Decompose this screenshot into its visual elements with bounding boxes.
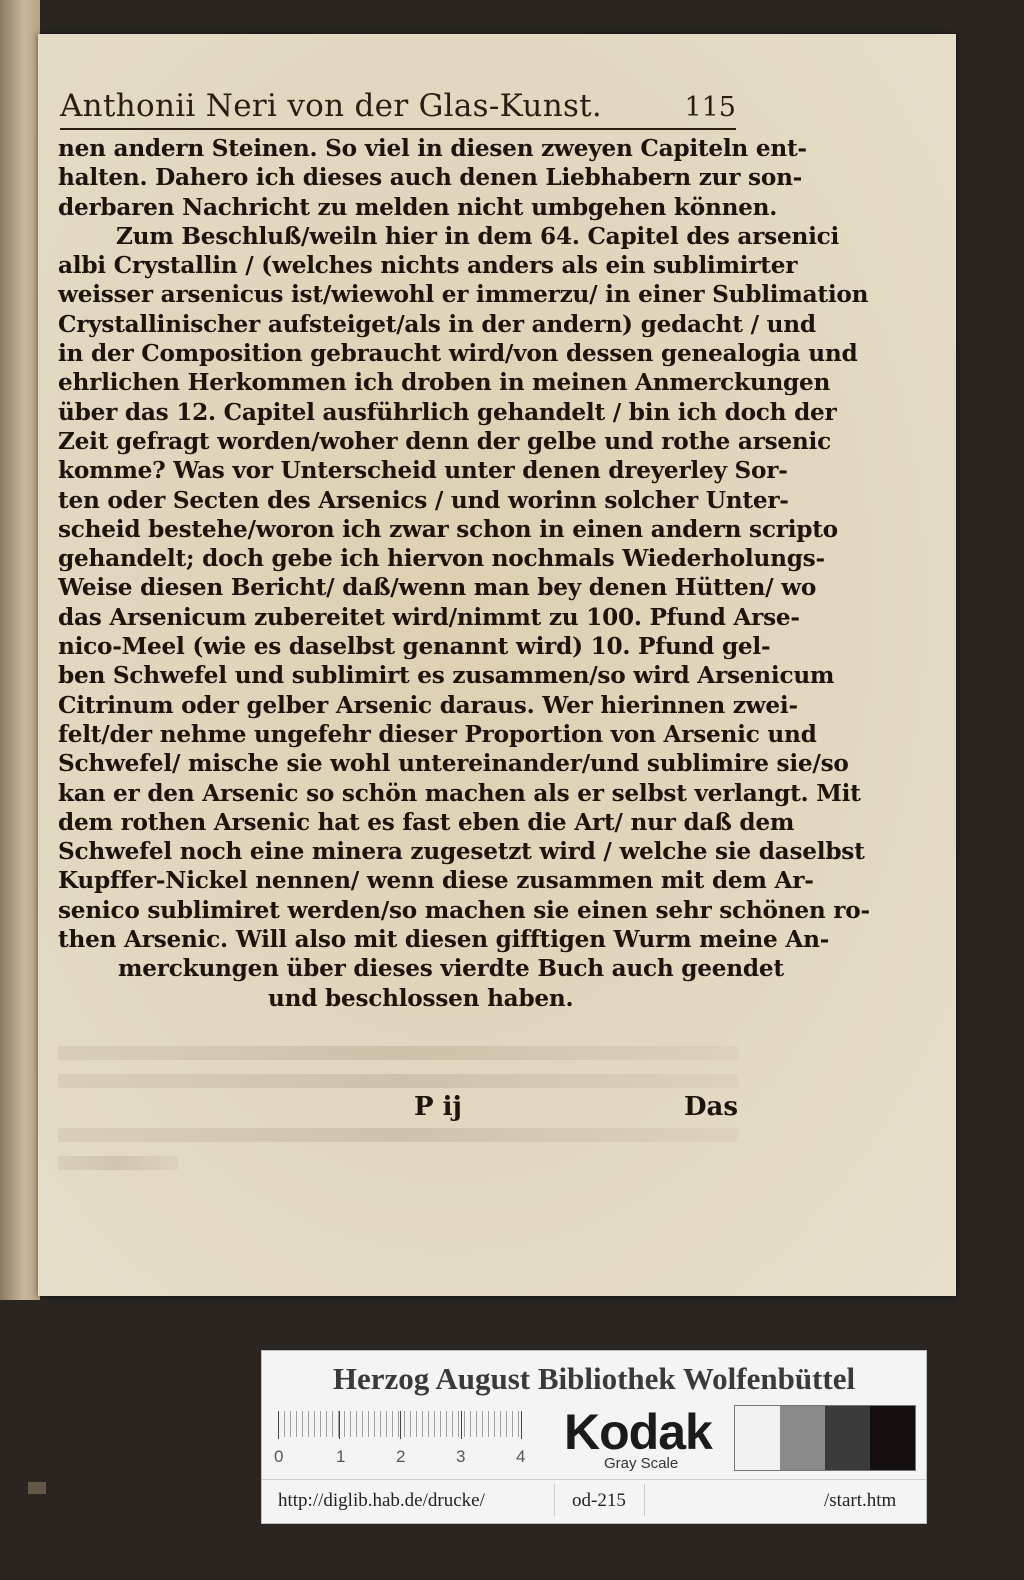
divider [554,1484,555,1516]
page-number: 115 [684,92,736,123]
gray-patch-black [870,1406,915,1470]
ruler-number: 0 [274,1447,284,1466]
url-prefix: http://diglib.hab.de/drucke/ [278,1490,485,1511]
text-line: Schwefel noch eine minera zugesetzt wird / welche sie daselbst [58,838,865,866]
ruler-major-tick [278,1411,279,1439]
text-line: albi Crystallin / (welches nichts anders als ein sublimirter [58,252,798,280]
text-line: in der Composition gebraucht wird/von dessen genealogia und [58,340,858,368]
digital-library-url-row [262,1479,926,1520]
ruler-major-tick [461,1411,462,1439]
text-line: then Arsenic. Will also mit diesen gifftigen Wurm meine An- [58,926,830,954]
ruler-number: 1 [336,1447,346,1466]
ruler-number: 2 [396,1447,406,1466]
ruler-number: 3 [456,1447,466,1466]
show-through-ink [58,1074,738,1088]
text-line: Crystallinischer aufsteiget/als in der andern) gedacht / und [58,310,816,338]
signature-mark: P ij [414,1092,462,1122]
catchword: Das [683,1092,738,1122]
show-through-ink [58,1156,178,1170]
text-line: Weise diesen Bericht/ daß/wenn man bey denen Hütten/ wo [58,574,817,602]
show-through-ink [58,1046,738,1060]
adjacent-page-edge [0,0,40,1300]
running-header [60,88,736,130]
gray-patches [734,1405,916,1471]
main-text-block [58,134,870,1013]
text-line-closing: und beschlossen haben. [268,984,574,1012]
text-line: halten. Dahero ich dieses auch denen Liebhabern zur son- [58,164,803,192]
text-line: gehandelt; doch gebe ich hiervon nochmals Wiederholungs- [58,545,825,573]
text-line: weisser arsenicus ist/wiewohl er immerzu/ in einer Sublimation [58,281,869,309]
text-line: dem rothen Arsenic hat es fast eben die Art/ nur daß dem [58,808,795,836]
text-line: scheid bestehe/woron ich zwar schon in einen andern scripto [58,515,838,543]
library-name: Herzog August Bibliothek Wolfenbüttel [332,1361,856,1396]
text-line: komme? Was vor Unterscheid unter denen dreyerley Sor- [58,457,788,485]
text-line: derbaren Nachricht zu melden nicht umbgehen können. [58,193,778,221]
text-line: Citrinum oder gelber Arsenic daraus. Wer hierinnen zwei- [58,691,798,719]
ruler-number: 4 [516,1447,526,1466]
text-line-paragraph-start: Zum Beschluß/weiln hier in dem 64. Capitel des arsenici [116,222,840,250]
scale-ruler [278,1411,522,1439]
ruler-major-tick [400,1411,401,1439]
text-line: das Arsenicum zubereitet wird/nimmt zu 100. Pfund Arse- [58,603,800,631]
gray-patch-white [735,1406,780,1470]
scan-artifact [28,1482,46,1494]
text-line: Kupffer-Nickel nennen/ wenn diese zusammen mit dem Ar- [58,867,814,895]
ruler-numbers [274,1447,534,1471]
gray-scale-label: Gray Scale [604,1455,679,1472]
url-suffix: /start.htm [824,1490,897,1511]
shelfmark: od-215 [572,1490,626,1511]
gray-patch-dark [825,1406,870,1470]
text-line: felt/der nehme ungefehr dieser Proportion von Arsenic und [58,720,817,748]
gray-patch-mid [780,1406,825,1470]
text-line: ten oder Secten des Arsenics / und worinn solcher Unter- [58,486,789,514]
text-line: kan er den Arsenic so schön machen als er selbst verlangt. Mit [58,779,861,807]
text-line-closing: merckungen über dieses vierdte Buch auch geendet [118,955,784,983]
kodak-logo: Kodak [564,1404,712,1460]
text-line: nen andern Steinen. So viel in diesen zweyen Capiteln ent- [58,135,807,162]
text-line: senico sublimiret werden/so machen sie einen sehr schönen ro- [58,896,870,924]
ruler-major-tick [521,1411,522,1439]
page-footer [58,1092,738,1132]
divider [644,1484,645,1516]
running-title: Anthonii Neri von der Glas-Kunst. [60,88,603,124]
text-line: ehrlichen Herkommen ich droben in meinen Anmerckungen [58,369,831,397]
text-line: über das 12. Capitel ausführlich gehandelt / bin ich doch der [58,398,837,426]
color-target-card [261,1350,927,1524]
text-line: nico-Meel (wie es daselbst genannt wird) 10. Pfund gel- [58,633,771,661]
text-line: Zeit gefragt worden/woher denn der gelbe und rothe arsenic [58,427,831,455]
ruler-major-tick [339,1411,340,1439]
text-line: Schwefel/ mische sie wohl untereinander/und sublimire sie/so [58,750,849,778]
text-line: ben Schwefel und sublimirt es zusammen/so wird Arsenicum [58,662,835,690]
